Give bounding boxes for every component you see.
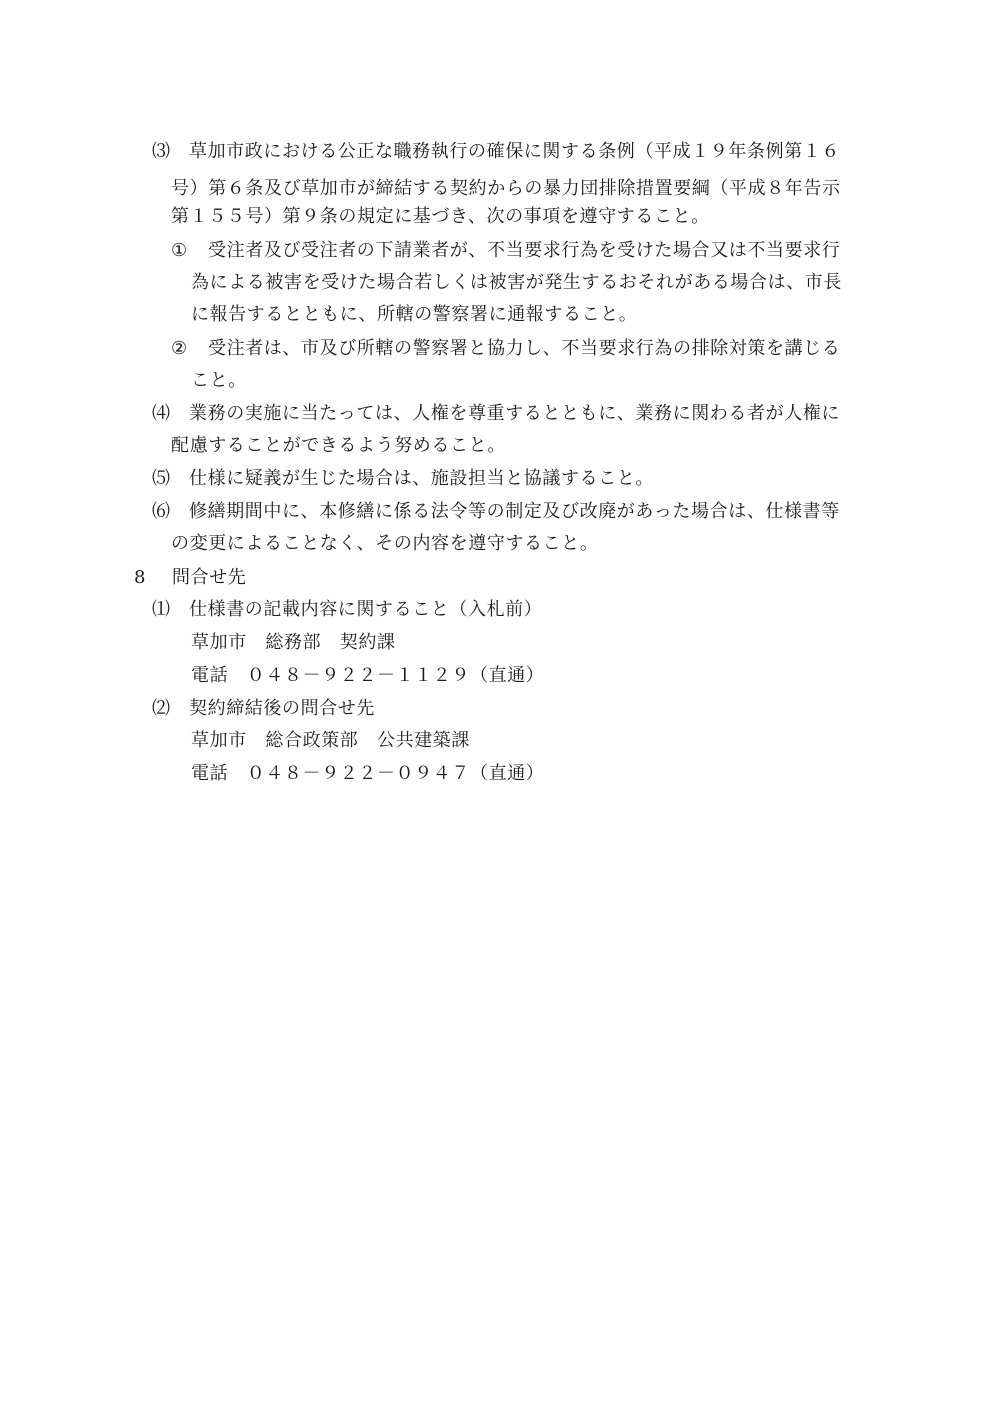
contact1-marker: ⑴ — [152, 599, 171, 620]
item5-marker: ⑸ — [152, 468, 171, 489]
item5-text-1: 仕様に疑義が生じた場合は、施設担当と協議すること。 — [189, 468, 654, 489]
item3-sub1-text-1: 受注者及び受注者の下請業者が、不当要求行為を受けた場合又は不当要求行 — [208, 240, 841, 261]
item3-sub2-line2: こと。 — [191, 370, 247, 391]
item6-marker: ⑹ — [152, 501, 171, 522]
contact1-title: 仕様書の記載内容に関すること（入札前） — [189, 599, 543, 620]
item3-line3: 第１５５号）第９条の規定に基づき、次の事項を遵守すること。 — [171, 206, 710, 227]
item4-line1 — [152, 402, 840, 426]
item3-sub1-line3: に報告するとともに、所轄の警察署に通報すること。 — [191, 304, 638, 325]
item5-line1 — [152, 467, 654, 491]
item3-sub1-line2: 為による被害を受けた場合若しくは被害が発生するおそれがある場合は、市長 — [191, 272, 842, 293]
section8-title: 問合せ先 — [172, 567, 247, 588]
item3-marker: ⑶ — [152, 141, 171, 162]
item4-line2: 配慮することができるよう努めること。 — [171, 435, 506, 456]
item3-sub1-marker: ① — [171, 240, 188, 261]
section8-number: 8 — [134, 567, 147, 588]
item3-sub1-line1 — [171, 239, 840, 263]
item4-text-1: 業務の実施に当たっては、人権を尊重するとともに、業務に関わる者が人権に — [189, 403, 840, 424]
contact2-dept: 草加市 総合政策部 公共建築課 — [191, 730, 470, 751]
contact2-heading — [152, 697, 375, 721]
contact1-heading — [152, 598, 542, 622]
item3-text-1: 草加市政における公正な職務執行の確保に関する条例（平成１９年条例第１６ — [189, 141, 840, 162]
item3-line1 — [152, 140, 840, 164]
contact1-phone: 電話 ０４８－９２２－１１２９（直通） — [191, 665, 545, 686]
item6-line1 — [152, 500, 840, 524]
item4-marker: ⑷ — [152, 403, 171, 424]
contact2-phone: 電話 ０４８－９２２－０９４７（直通） — [191, 763, 545, 784]
item3-sub2-text-1: 受注者は、市及び所轄の警察署と協力し、不当要求行為の排除対策を講じる — [208, 338, 841, 359]
item3-sub2-marker: ② — [171, 338, 188, 359]
item6-line2: の変更によることなく、その内容を遵守すること。 — [171, 533, 599, 554]
contact2-title: 契約締結後の問合せ先 — [189, 698, 375, 719]
item3-sub2-line1 — [171, 337, 840, 361]
contact1-dept: 草加市 総務部 契約課 — [191, 632, 396, 653]
item6-text-1: 修繕期間中に、本修繕に係る法令等の制定及び改廃があった場合は、仕様書等 — [189, 501, 840, 522]
section8-heading — [134, 566, 246, 590]
contact2-marker: ⑵ — [152, 698, 171, 719]
item3-line2: 号）第６条及び草加市が締結する契約からの暴力団排除措置要綱（平成８年告示 — [171, 178, 841, 199]
